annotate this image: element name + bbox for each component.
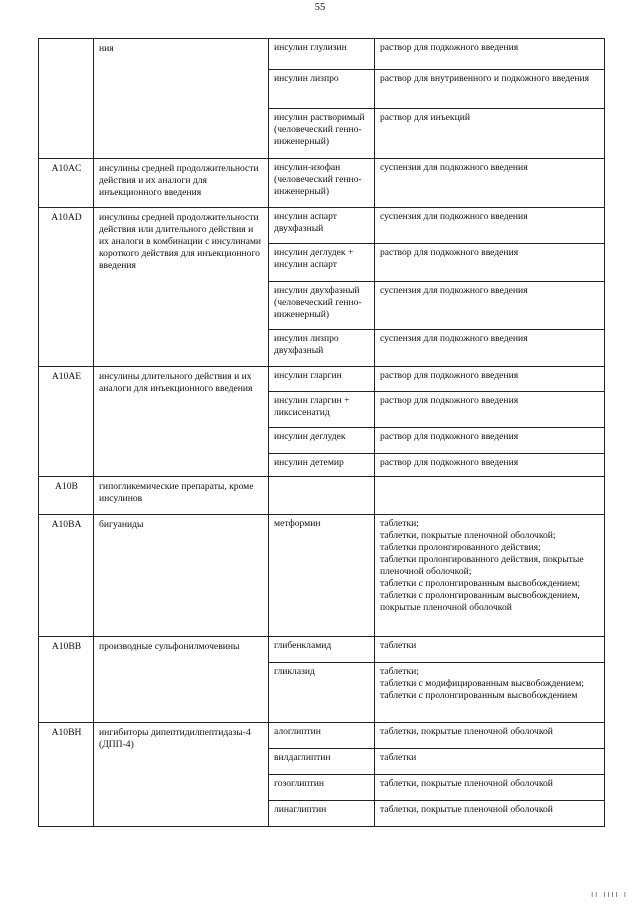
dosage-form-cell — [375, 749, 605, 775]
atc-code-cell: A10BH — [39, 723, 94, 827]
dosage-form-line: суспензия для подкожного введения — [380, 333, 528, 344]
atc-code-cell — [39, 39, 94, 159]
drug-name-cell: алоглиптин — [269, 723, 375, 749]
drug-table — [38, 38, 605, 827]
drug-name-cell: инсулин-изофан (человеческий генно-инженерный) — [269, 159, 375, 208]
dosage-form-cell — [375, 515, 605, 637]
dosage-form-cell — [375, 39, 605, 70]
table-row — [39, 39, 605, 70]
dosage-form-line: таблетки, покрытые пленочной оболочкой — [380, 726, 553, 737]
atc-code-cell: A10AD — [39, 208, 94, 367]
table-row — [39, 208, 605, 244]
footer-mark: II IIII I — [591, 891, 628, 899]
dosage-form-line: суспензия для подкожного введения — [380, 285, 528, 296]
drug-name-cell: гозоглиптин — [269, 775, 375, 801]
dosage-form-line: таблетки; — [380, 518, 419, 529]
dosage-form-line: таблетки, покрытые пленочной оболочкой — [380, 804, 553, 815]
dosage-form-line: раствор для подкожного введения — [380, 370, 519, 381]
dosage-form-line: раствор для подкожного введения — [380, 457, 519, 468]
group-name-cell: производные сульфонилмочевины — [94, 637, 269, 723]
dosage-form-line: таблетки, покрытые пленочной оболочкой — [380, 778, 553, 789]
drug-name-cell: вилдаглиптин — [269, 749, 375, 775]
dosage-form-cell — [375, 723, 605, 749]
dosage-form-cell — [375, 208, 605, 244]
group-name-cell: инсулины длительного действия и их аналоги для инъекционного введения — [94, 367, 269, 477]
drug-name-cell: инсулин растворимый (человеческий генно-инженерный) — [269, 109, 375, 159]
drug-name-cell: инсулин лизпро — [269, 70, 375, 109]
drug-name-cell: инсулин деглудек — [269, 428, 375, 454]
dosage-form-cell — [375, 244, 605, 282]
drug-name-cell: инсулин аспарт двухфазный — [269, 208, 375, 244]
dosage-form-cell — [375, 392, 605, 428]
dosage-form-cell — [375, 663, 605, 723]
dosage-form-cell — [375, 70, 605, 109]
dosage-form-cell — [375, 428, 605, 454]
dosage-form-line: раствор для подкожного введения — [380, 395, 519, 406]
dosage-form-cell — [375, 775, 605, 801]
dosage-form-line: таблетки с пролонгированным высвобождением, покрытые пленочной оболочкой — [380, 590, 580, 613]
group-name-cell: инсулины средней продолжительности действия или длительного действия и их аналоги в комбинации с инсулинами короткого действия для инъекционного введения — [94, 208, 269, 367]
dosage-form-cell — [375, 454, 605, 477]
dosage-form-line: суспензия для подкожного введения — [380, 211, 528, 222]
drug-name-cell: инсулин лизпро двухфазный — [269, 330, 375, 367]
dosage-form-cell — [375, 109, 605, 159]
dosage-form-line: таблетки с пролонгированным высвобождением; — [380, 578, 581, 589]
dosage-form-cell — [375, 159, 605, 208]
dosage-form-line: таблетки, покрытые пленочной оболочкой; — [380, 530, 556, 541]
table-row — [39, 637, 605, 663]
dosage-form-cell — [375, 637, 605, 663]
dosage-form-line: таблетки; — [380, 666, 419, 677]
table-row — [39, 159, 605, 208]
group-name-cell: бигуаниды — [94, 515, 269, 637]
group-name-cell: гипогликемические препараты, кроме инсулинов — [94, 477, 269, 515]
dosage-form-line: таблетки — [380, 752, 417, 763]
drug-name-cell — [269, 477, 375, 515]
group-name-cell: ния — [94, 39, 269, 159]
page-number: 55 — [314, 2, 326, 13]
drug-name-cell: инсулин глулизин — [269, 39, 375, 70]
table-row — [39, 723, 605, 749]
dosage-form-cell — [375, 367, 605, 392]
dosage-form-cell — [375, 477, 605, 515]
table-row — [39, 477, 605, 515]
dosage-form-line: раствор для подкожного введения — [380, 42, 519, 53]
dosage-form-cell — [375, 282, 605, 330]
dosage-form-line: таблетки с пролонгированным высвобождением — [380, 690, 578, 701]
dosage-form-line: раствор для подкожного введения — [380, 431, 519, 442]
dosage-form-line: таблетки пролонгированного действия; — [380, 542, 541, 553]
table-row — [39, 515, 605, 637]
dosage-form-line: раствор для внутривенного и подкожного введения — [380, 73, 590, 84]
group-name-cell: ингибиторы дипептидилпептидазы-4 (ДПП-4) — [94, 723, 269, 827]
dosage-form-cell — [375, 801, 605, 827]
drug-name-cell: инсулин деглудек + инсулин аспарт — [269, 244, 375, 282]
atc-code-cell: A10BA — [39, 515, 94, 637]
table-row — [39, 367, 605, 392]
atc-code-cell: A10B — [39, 477, 94, 515]
dosage-form-line: таблетки пролонгированного действия, покрытые пленочной оболочкой; — [380, 554, 584, 577]
group-name-cell: инсулины средней продолжительности действия и их аналоги для инъекционного введения — [94, 159, 269, 208]
atc-code-cell: A10AE — [39, 367, 94, 477]
dosage-form-line: суспензия для подкожного введения — [380, 162, 528, 173]
drug-name-cell: инсулин гларгин + ликсисенатид — [269, 392, 375, 428]
atc-code-cell: A10AC — [39, 159, 94, 208]
drug-name-cell: линаглиптин — [269, 801, 375, 827]
drug-name-cell: инсулин двухфазный (человеческий генно-инженерный) — [269, 282, 375, 330]
drug-name-cell: гликлазид — [269, 663, 375, 723]
drug-name-cell: инсулин детемир — [269, 454, 375, 477]
drug-name-cell: глибенкламид — [269, 637, 375, 663]
dosage-form-line: раствор для инъекций — [380, 112, 470, 123]
atc-code-cell: A10BB — [39, 637, 94, 723]
dosage-form-cell — [375, 330, 605, 367]
drug-name-cell: инсулин гларгин — [269, 367, 375, 392]
dosage-form-line: раствор для подкожного введения — [380, 247, 519, 258]
dosage-form-line: таблетки с модифицированным высвобождением; — [380, 678, 584, 689]
drug-name-cell: метформин — [269, 515, 375, 637]
dosage-form-line: таблетки — [380, 640, 417, 651]
